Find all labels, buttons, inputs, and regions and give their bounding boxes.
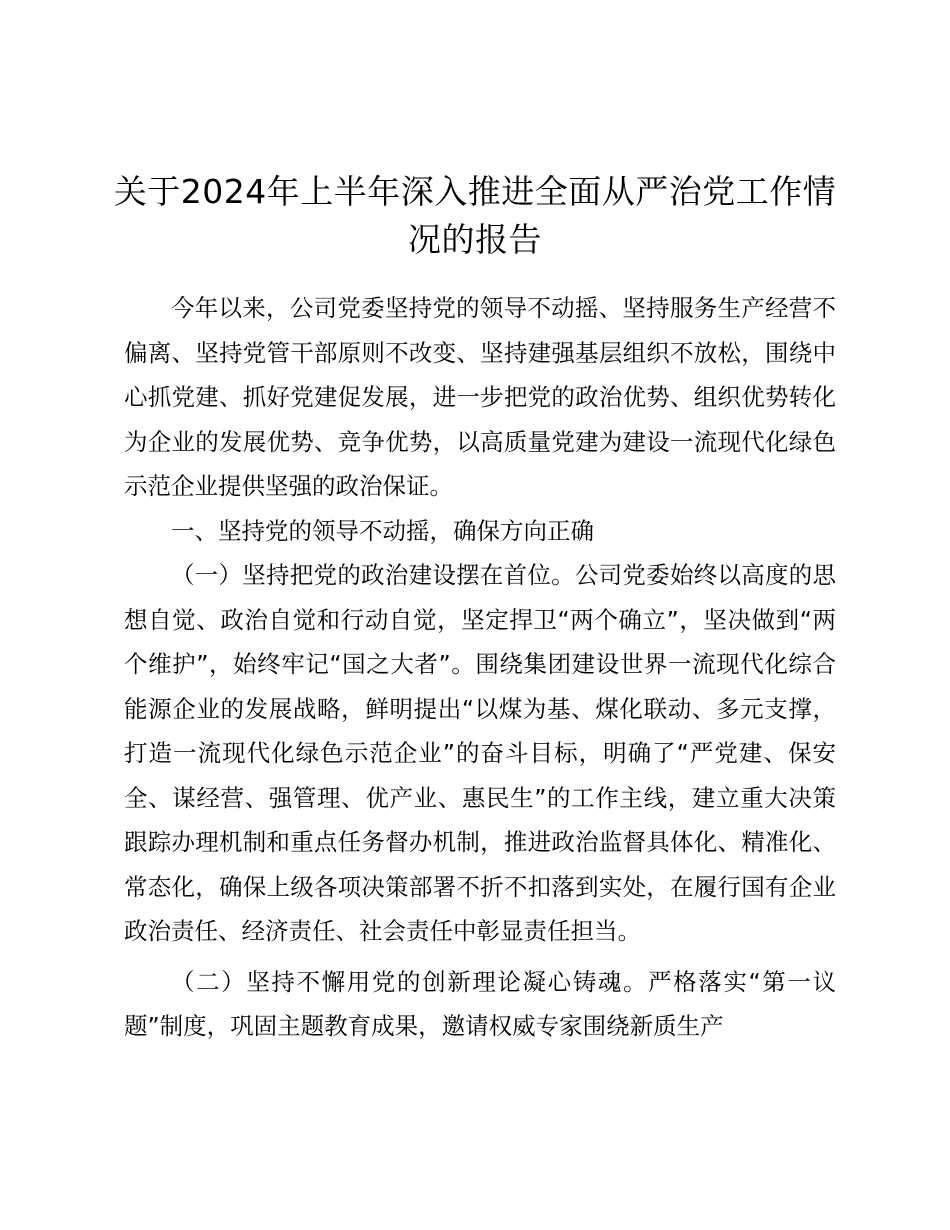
intro-paragraph: 今年以来，公司党委坚持党的领导不动摇、坚持服务生产经营不偏离、坚持党管干部原则不改变、坚持建强基层组织不放松，围绕中心抓党建、抓好党建促发展，进一步把党的政治优势、组织优势转化为企业的发展优势、竞争优势，以高质量党建为建设一流现代化绿色示范企业提供坚强的政治保证。: [124, 294, 836, 500]
paragraph-2: （二）坚持不懈用党的创新理论凝心铸魂。严格落实“第一议题”制度，巩固主题教育成果，邀请权威专家围绕新质生产: [124, 967, 836, 1040]
document-body: [124, 286, 836, 1049]
section-heading: 一、坚持党的领导不动摇，确保方向正确: [171, 516, 594, 545]
document-title: 关于2024年上半年深入推进全面从严治党工作情况的报告: [113, 172, 837, 259]
paragraph-1: （一）坚持把党的政治建设摆在首位。公司党委始终以高度的思想自觉、政治自觉和行动自觉，坚定捍卫“两个确立”，坚决做到“两个维护”，始终牢记“国之大者”。围绕集团建设世界一流现代化综合能源企业的发展战略，鲜明提出“以煤为基、煤化联动、多元支撑，打造一流现代化绿色示范企业”的奋斗目标，明确了“严党建、保安全、谋经营、强管理、优产业、惠民生”的工作主线，建立重大决策跟踪办理机制和重点任务督办机制，推进政治监督具体化、精准化、常态化，确保上级各项决策部署不折不扣落到实处，在履行国有企业政治责任、经济责任、社会责任中彰显责任担当。: [124, 561, 836, 945]
